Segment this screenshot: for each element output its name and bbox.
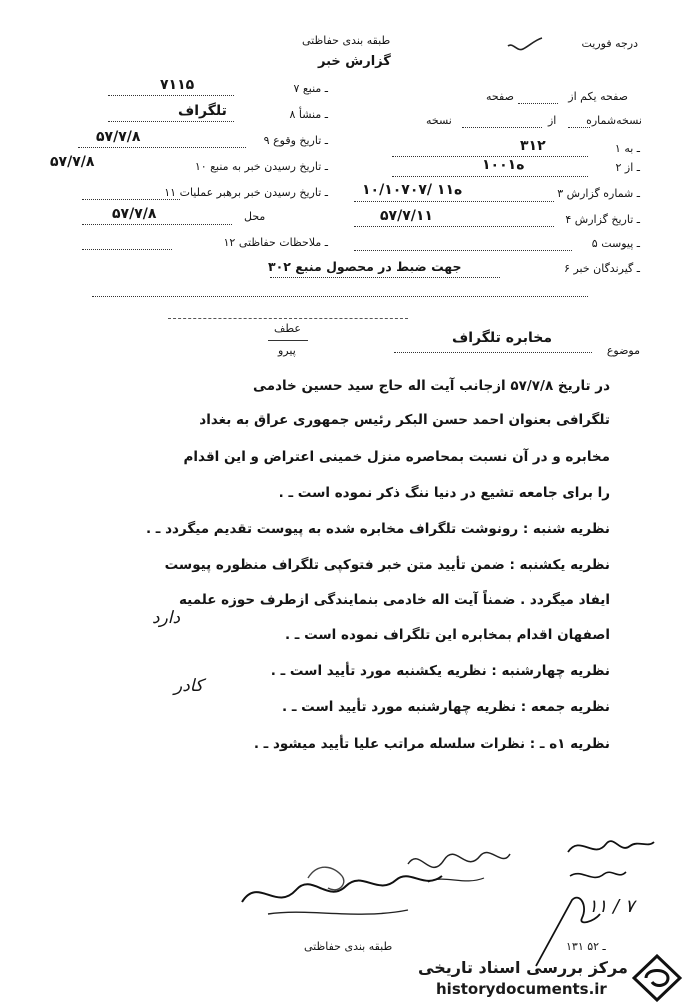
watermark-logo-icon [632, 954, 682, 1002]
margin-note-1: دارد [152, 608, 181, 628]
field-from-value: ۱۰۰ه۱ [482, 157, 525, 173]
source-value: ۷۱۱۵ [160, 77, 195, 93]
report-title: گزارش خبر [318, 54, 391, 69]
source-receipt-date-label: ۱۰ ـ تاریخ رسیدن خبر به منبع [194, 160, 328, 173]
source-receipt-date-value: ۵۷/۷/۸ [50, 154, 95, 170]
atf-label: عطف [274, 322, 301, 335]
copy-number-label: نسخه‌شماره [586, 114, 642, 127]
subject-value: مخابره تلگراف [452, 330, 553, 346]
priority-label: درجه فوریت [581, 37, 638, 50]
body-line-10: نظریه جمعه : نظریه چهارشنبه مورد تأیید است ـ . [282, 699, 610, 715]
body-line-7: ایفاد میگردد . ضمناً آیت اله خادمی بنمایندگی ازطرف حوزه علمیه [179, 592, 610, 608]
report-date-label: ۴ ـ تاریخ گزارش [565, 213, 640, 226]
body-line-9: نظریه چهارشنبه : نظریه یکشنبه مورد تأیید است ـ . [270, 663, 610, 679]
field-to-value: ۳۱۲ [520, 138, 546, 154]
place-value: ۵۷/۷/۸ [112, 206, 157, 222]
attachment-label: ۵ ـ پیوست [591, 237, 640, 250]
report-date-value: ۵۷/۷/۱۱ [380, 208, 433, 224]
subject-label: موضوع [606, 344, 640, 357]
footer-classification-label: طبقه بندی حفاظتی [304, 940, 393, 953]
report-number-value: ۱۰/۱۰۷۰۷/ ۱ه۱ [362, 182, 463, 198]
security-notes-label: ۱۲ ـ ملاحظات حفاظتی [223, 236, 328, 249]
signature-top-right [560, 832, 660, 892]
source-label: ۷ ـ منبع [293, 82, 328, 95]
occurrence-date-label: ۹ ـ تاریخ وقوع [263, 134, 328, 147]
classification-label: طبقه بندی حفاظتی [302, 34, 391, 47]
ops-receipt-date-label: ۱۱ ـ تاریخ رسیدن خبر برهبر عملیات [164, 186, 328, 199]
copy-number-mid: از [548, 114, 557, 127]
page-of-label: صفحه یکم از [568, 90, 628, 103]
date-note: ۱۱ / ۷ [588, 896, 635, 917]
body-line-3: مخابره و در آن نسبت بمحاصره منزل خمینی اعتراض و این اقدام [183, 449, 610, 465]
body-line-1: در تاریخ ۵۷/۷/۸ ازجانب آیت اله حاج سید حسین خادمی [253, 378, 610, 394]
watermark-title: مرکز بررسی اسناد تاریخی [418, 958, 628, 977]
origin-value: تلگراف [178, 103, 227, 119]
priority-checkmark [505, 34, 545, 56]
page-of-suffix: صفحه [486, 90, 514, 103]
occurrence-date-value: ۵۷/۷/۸ [96, 129, 141, 145]
body-line-6: نظریه یکشنبه : ضمن تأیید متن خبر فتوکپی تلگراف منظوره پیوست [164, 557, 610, 573]
body-line-5: نظریه شنبه : رونوشت تلگراف مخابره شده به پیوست تقدیم میگردد ـ . [145, 521, 610, 537]
recipients-label: ۶ ـ گیرندگان خبر [564, 262, 640, 275]
body-line-4: را برای جامعه تشیع در دنیا ننگ ذکر نموده است ـ . [278, 485, 610, 501]
form-number: ۱۳۱ ـ ۵۲ [566, 940, 606, 953]
signature-bottom [238, 856, 448, 926]
report-number-label: ۳ ـ شماره گزارش [557, 187, 640, 200]
field-to-label: ۱ ـ به [614, 142, 640, 155]
margin-note-2: کادر [174, 676, 204, 696]
origin-label: ۸ ـ منشأ [289, 108, 328, 121]
body-line-8: اصفهان اقدام بمخابره این تلگراف نموده است ـ . [284, 627, 610, 643]
body-line-2: تلگرافی بعنوان احمد حسن البکر رئیس جمهوری عراق به بغداد [199, 412, 610, 428]
watermark-url: historydocuments.ir [436, 980, 607, 998]
field-from-label: ۲ ـ از [615, 161, 640, 174]
peyro-label: پیرو [278, 344, 296, 357]
recipients-value: ۳۰۲ جهت ضبط در محصول منبع [268, 259, 462, 274]
body-line-11: نظریه ۱ه ـ : نظرات سلسله مراتب علیا تأیید میشود ـ . [253, 736, 610, 752]
copy-number-suffix: نسخه [426, 114, 452, 127]
place-label: محل [244, 210, 266, 223]
